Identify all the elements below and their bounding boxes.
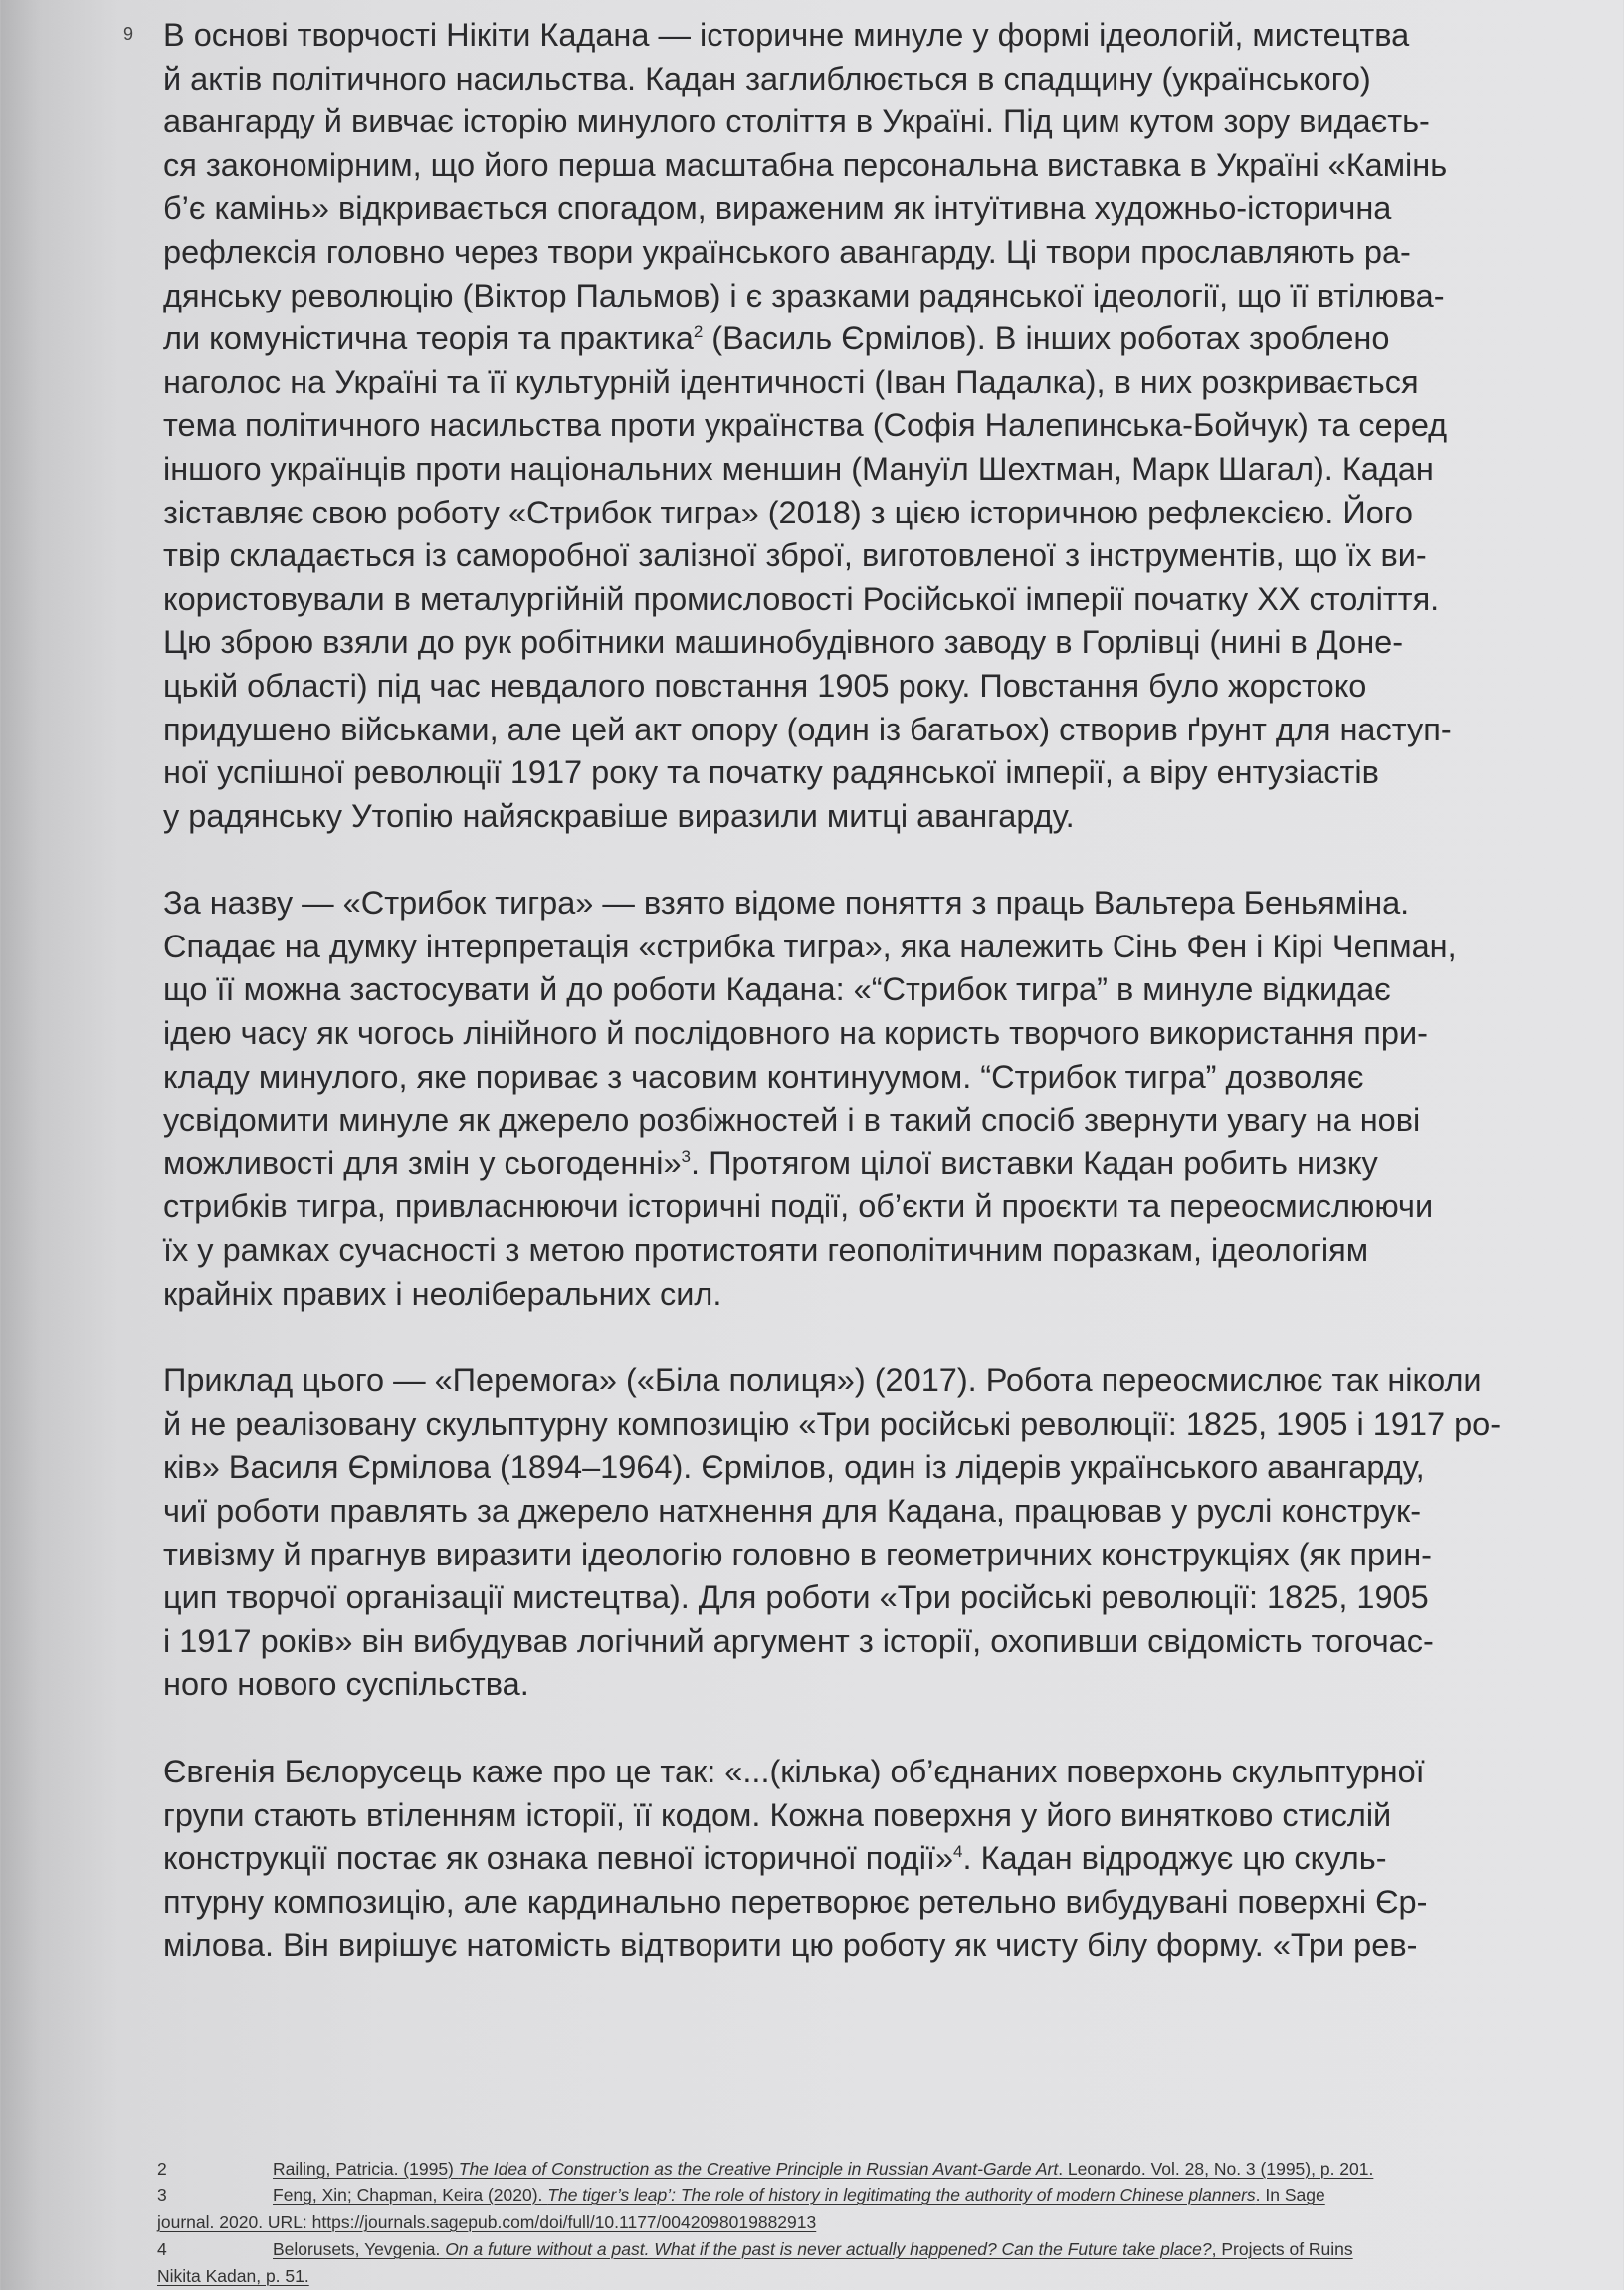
text-line: їх у рамках сучасності з метою протистояти геополітичним поразкам, ідеологіям	[163, 1232, 1369, 1269]
text-line: дянську революцію (Віктор Пальмов) і є зразками радянської ідеології, що її втілюва-	[163, 277, 1445, 313]
text-line: ного нового суспільства.	[163, 1666, 529, 1703]
text-segment: можливості для змін у сьогоденні»	[163, 1145, 682, 1181]
footnote-author: Railing, Patricia. (1995)	[273, 2159, 459, 2179]
footnote-4	[157, 2236, 1610, 2263]
text-line: наголос на Україні та її культурній ідентичності (Іван Падалка), в них розкривається	[163, 363, 1419, 400]
footnote-2	[157, 2156, 1610, 2183]
text-line	[163, 317, 1604, 361]
text-line: тема політичного насильства проти українства (Софія Налепинська-Бойчук) та серед	[163, 407, 1448, 444]
text-line: придушено військами, але цей акт опору (один із багатьох) створив ґрунт для наступ-	[163, 711, 1452, 747]
text-line: усвідомити минуле як джерело розбіжностей і в такий спосіб звернути увагу на нові	[163, 1102, 1421, 1139]
paragraph-4	[163, 1751, 1604, 1968]
footnote-title: The tiger’s leap’: The role of history in legitimating the authority of modern Chinese planners	[547, 2186, 1256, 2205]
footnote-source: . In Sage	[1255, 2186, 1325, 2205]
paragraph-gap	[163, 1316, 1604, 1359]
text-line: зіставляє свою роботу «Стрибок тигра» (2018) з цією історичною рефлексією. Його	[163, 494, 1414, 530]
text-line: кладу минулого, яке пориває з часовим континуумом. “Стрибок тигра” дозволяє	[163, 1058, 1364, 1095]
text-line: ків» Василя Єрмілова (1894–1964). Єрмілов, один із лідерів українського авангарду,	[163, 1449, 1425, 1486]
text-line: й актів політичного насильства. Кадан заглиблюється в спадщину (українського)	[163, 60, 1371, 97]
text-line: чиї роботи правлять за джерело натхнення для Кадана, працював у руслі конструк-	[163, 1493, 1422, 1529]
footnote-author: Belorusets, Yevgenia.	[273, 2239, 446, 2259]
text-line: стрибків тигра, привласнюючи історичні події, об’єкти й проєкти та переосмислюючи	[163, 1188, 1434, 1225]
text-line: ідею часу як чогось лінійного й послідовного на користь творчого використання при-	[163, 1015, 1428, 1052]
footnote-number: 4	[157, 2239, 167, 2259]
text-line: Цю зброю взяли до рук робітники машинобудівного заводу в Горлівці (нині в Доне-	[163, 624, 1404, 661]
footnote-text	[273, 2159, 1373, 2179]
footnote-source: . Leonardo. Vol. 28, No. 3 (1995), p. 201.	[1058, 2159, 1374, 2179]
footnote-text	[273, 2186, 1325, 2205]
text-line: що її можна застосувати й до роботи Кадана: «“Стрибок тигра” в минуле відкидає	[163, 971, 1391, 1008]
text-line: Спадає на думку інтерпретація «стрибка тигра», яка належить Сінь Фен і Кірі Чепман,	[163, 928, 1457, 964]
text-line: мілова. Він вирішує натомість відтворити цю роботу як чисту білу форму. «Три рев-	[163, 1927, 1418, 1964]
text-line: групи стають втіленням історії, її кодом. Кожна поверхня у його винятково стислій	[163, 1796, 1392, 1833]
text-line: б’є камінь» відкривається спогадом, вираженим як інтуїтивна художньо-історична	[163, 190, 1392, 227]
text-segment: . Протягом цілої виставки Кадан робить низку	[691, 1145, 1378, 1181]
text-line: іншого українців проти національних меншин (Мануїл Шехтман, Марк Шагал). Кадан	[163, 450, 1434, 487]
text-line: крайніх правих і неоліберальних сил.	[163, 1275, 722, 1312]
text-segment: . Кадан відроджує цю скуль-	[962, 1840, 1387, 1877]
footnote-title: On a future without a past. What if the past is never actually happened? Can the Future take place?	[445, 2239, 1212, 2259]
footnote-author: Feng, Xin; Chapman, Keira (2020).	[273, 2186, 548, 2205]
text-segment: (Василь Єрмілов). В інших роботах зроблено	[703, 320, 1390, 357]
footnote-title: The Idea of Construction as the Creative Principle in Russian Avant-Garde Art	[458, 2159, 1059, 2179]
text-line: авангарду й вивчає історію минулого століття в Україні. Під цим кутом зору видаєть-	[163, 104, 1430, 140]
text-line: й не реалізовану скульптурну композицію «Три російські революції: 1825, 1905 і 1917 ро-	[163, 1405, 1502, 1442]
text-line: тивізму й прагнув виразити ідеологію головно в геометричних конструкціях (як прин-	[163, 1536, 1433, 1572]
footnote-ref-3[interactable]: 3	[681, 1147, 692, 1167]
text-line: Приклад цього — «Перемога» («Біла полиця») (2017). Робота переосмислює так ніколи	[163, 1362, 1482, 1399]
text-segment: конструкції постає як ознака певної історичної події»	[163, 1840, 954, 1877]
paragraph-2	[163, 882, 1604, 1316]
text-segment: ли комуністична теорія та практика	[163, 320, 694, 357]
text-line: користовували в металургійній промисловості Російської імперії початку XX століття.	[163, 580, 1440, 617]
footnote-source: , Projects of Ruins	[1211, 2239, 1353, 2259]
footnote-text	[273, 2239, 1353, 2259]
footnote-ref-4[interactable]: 4	[953, 1842, 963, 1862]
text-line	[163, 1143, 1604, 1186]
footnote-3	[157, 2183, 1610, 2209]
paragraph-gap	[163, 1707, 1604, 1751]
footnote-4-continuation: Nikita Kadan, p. 51.	[157, 2266, 309, 2286]
text-line: твір складається із саморобної залізної зброї, виготовленої з інструментів, що їх ви-	[163, 537, 1427, 574]
paragraph-1	[163, 14, 1604, 838]
text-line: За назву — «Стрибок тигра» — взято відоме поняття з праць Вальтера Беньяміна.	[163, 885, 1410, 922]
text-line: рефлексія головно через твори українського авангарду. Ці твори прославляють ра-	[163, 233, 1411, 270]
paragraph-3	[163, 1359, 1604, 1707]
text-line: цькій області) під час невдалого повстання 1905 року. Повстання було жорстоко	[163, 667, 1367, 704]
footnotes	[157, 2156, 1610, 2290]
text-line: ся закономірним, що його перша масштабна персональна виставка в Україні «Камінь	[163, 146, 1448, 183]
paragraph-gap	[163, 838, 1604, 882]
text-line: і 1917 років» він вибудував логічний аргумент з історії, охопивши свідомість тогочас-	[163, 1622, 1434, 1659]
text-line: ної успішної революції 1917 року та початку радянської імперії, а віру ентузіастів	[163, 754, 1379, 791]
text-line: Євгенія Бєлорусець каже про це так: «...(кілька) об’єднаних поверхонь скульптурної	[163, 1753, 1425, 1789]
footnote-number: 3	[157, 2186, 167, 2205]
page-number: 9	[123, 24, 134, 44]
footnote-number: 2	[157, 2159, 167, 2179]
text-line: цип творчої організації мистецтва). Для роботи «Три російські революції: 1825, 1905	[163, 1579, 1429, 1616]
text-line: птурну композицію, але кардинально перетворює ретельно вибудувані поверхні Єр-	[163, 1883, 1428, 1920]
footnote-3-continuation[interactable]: journal. 2020. URL: https://journals.sagepub.com/doi/full/10.1177/0042098019882913	[157, 2212, 817, 2232]
text-line: В основі творчості Нікіти Кадана — історичне минуле у формі ідеологій, мистецтва	[163, 17, 1410, 53]
body-text	[163, 14, 1604, 1968]
text-line	[163, 1837, 1604, 1881]
text-line: у радянську Утопію найяскравіше виразили митці авангарду.	[163, 797, 1075, 834]
footnote-ref-2[interactable]: 2	[693, 322, 704, 342]
